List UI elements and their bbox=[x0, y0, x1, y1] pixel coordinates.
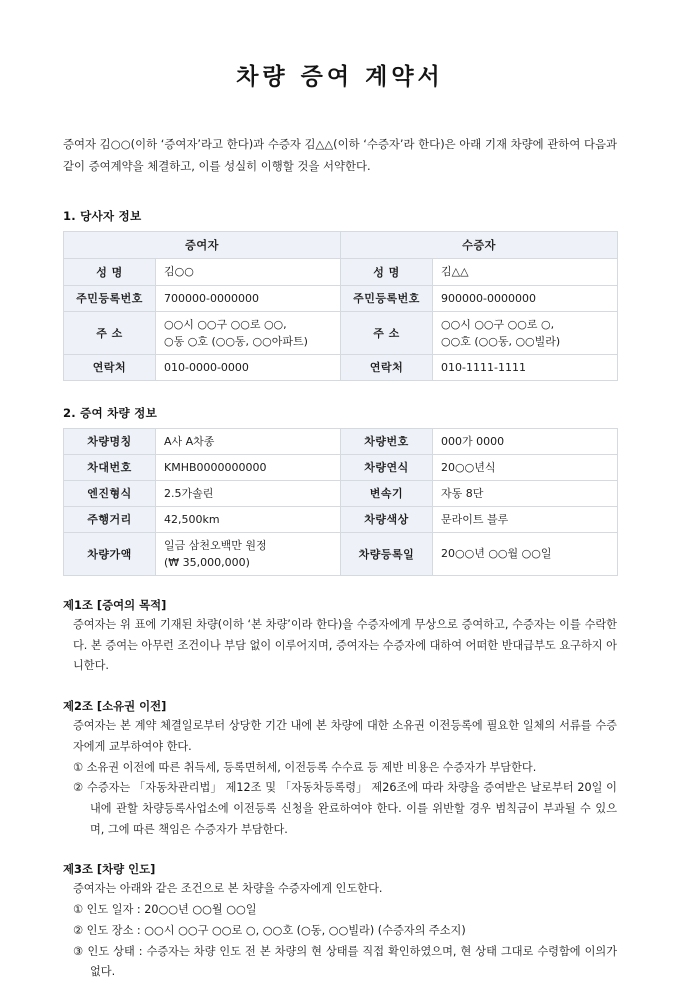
clause-number: ① bbox=[73, 903, 84, 917]
clause-number: ② bbox=[73, 923, 84, 937]
value-donee-address bbox=[433, 311, 618, 354]
label-registration-date: 차량등록일 bbox=[341, 532, 433, 575]
label-mileage: 주행거리 bbox=[64, 506, 156, 532]
value-mileage: 42,500km bbox=[156, 506, 341, 532]
label-plate-number: 차량번호 bbox=[341, 428, 433, 454]
value-donor-resident-id: 700000-0000000 bbox=[156, 285, 341, 311]
label-donee-address: 주 소 bbox=[341, 311, 433, 354]
article-3-title: 제3조 [차량 인도] bbox=[63, 862, 156, 877]
value-model-name: A사 A차종 bbox=[156, 428, 341, 454]
article-1-body: 증여자는 위 표에 기재된 차량(이하 ‘본 차량’이라 한다)을 수증자에게 무상으로 증여하고, 수증자는 이를 수락한다. 본 증여는 아무런 조건이나 부담 없이 이루어지며, 증여자는 수증자에 대하여 어떠한 반대급부도 요구하지 아니한다. bbox=[73, 617, 617, 673]
clause-number: ③ bbox=[73, 944, 84, 958]
value-donor-address bbox=[156, 311, 341, 354]
list-item bbox=[73, 921, 617, 942]
table-row bbox=[64, 232, 618, 259]
list-item bbox=[73, 778, 617, 840]
article-2 bbox=[63, 698, 617, 840]
label-donee-contact: 연락처 bbox=[341, 354, 433, 380]
label-transmission: 변속기 bbox=[341, 480, 433, 506]
label-model-year: 차량연식 bbox=[341, 454, 433, 480]
list-item bbox=[73, 900, 617, 921]
value-donee-name: 김△△ bbox=[433, 259, 618, 285]
value-engine-type: 2.5가솔린 bbox=[156, 480, 341, 506]
article-3-clause-list bbox=[63, 900, 617, 983]
article-1 bbox=[63, 597, 617, 677]
label-color: 차량색상 bbox=[341, 506, 433, 532]
donor-group-header: 증여자 bbox=[64, 232, 341, 259]
label-donee-resident-id: 주민등록번호 bbox=[341, 285, 433, 311]
label-donor-resident-id: 주민등록번호 bbox=[64, 285, 156, 311]
vehicle-info-table bbox=[63, 428, 618, 576]
table-row bbox=[64, 506, 618, 532]
list-item bbox=[73, 758, 617, 779]
table-row bbox=[64, 354, 618, 380]
article-1-title: 제1조 [증여의 목적] bbox=[63, 597, 167, 612]
clause-text: 수증자는 「자동차관리법」 제12조 및 「자동차등록령」 제26조에 따라 차량을 증여받은 날로부터 20일 이내에 관할 차량등록사업소에 이전등록 신청을 완료하여야 한다. 이를 위반할 경우 범칙금이 부과될 수 있으며, 그에 따른 책임은 수증자가 부담한다. bbox=[87, 781, 617, 836]
label-donee-name: 성 명 bbox=[341, 259, 433, 285]
value-plate-number: 000가 0000 bbox=[433, 428, 618, 454]
clause-text: 인도 상태 : 수증자는 차량 인도 전 본 차량의 현 상태를 직접 확인하였으며, 현 상태 그대로 수령함에 이의가 없다. bbox=[87, 944, 617, 979]
table-row bbox=[64, 259, 618, 285]
price-in-figures: (₩ 35,000,000) bbox=[164, 555, 250, 569]
value-donor-name: 김○○ bbox=[156, 259, 341, 285]
value-price bbox=[156, 532, 341, 575]
article-2-body: 증여자는 본 계약 체결일로부터 상당한 기간 내에 본 차량에 대한 소유권 이전등록에 필요한 일체의 서류를 수증자에게 교부하여야 한다. bbox=[73, 719, 617, 753]
value-model-year: 20○○년식 bbox=[433, 454, 618, 480]
article-2-title: 제2조 [소유권 이전] bbox=[63, 699, 167, 714]
value-vin: KMHB0000000000 bbox=[156, 454, 341, 480]
label-engine-type: 엔진형식 bbox=[64, 480, 156, 506]
value-registration-date: 20○○년 ○○월 ○○일 bbox=[433, 532, 618, 575]
article-3-body: 증여자는 아래와 같은 조건으로 본 차량을 수증자에게 인도한다. bbox=[73, 882, 383, 896]
clause-text: 소유권 이전에 따른 취득세, 등록면허세, 이전등록 수수료 등 제반 비용은 수증자가 부담한다. bbox=[86, 760, 537, 774]
article-3 bbox=[63, 861, 617, 983]
table-row bbox=[64, 532, 618, 575]
clause-text: 인도 장소 : ○○시 ○○구 ○○로 ○, ○○호 (○동, ○○빌라) (수증자의 주소지) bbox=[86, 923, 466, 937]
donee-address-line-1: ○○시 ○○구 ○○로 ○, bbox=[441, 317, 555, 331]
clause-number: ① bbox=[73, 760, 84, 774]
page-title: 차량 증여 계약서 bbox=[236, 64, 444, 90]
list-item bbox=[73, 942, 617, 983]
value-transmission: 자동 8단 bbox=[433, 480, 618, 506]
intro-paragraph: 증여자 김○○(이하 ‘증여자’라고 한다)과 수증자 김△△(이하 ‘수증자’라 한다)은 아래 기재 차량에 관하여 다음과 같이 증여계약을 체결하고, 이를 성실히 이행할 것을 서약한다. bbox=[63, 137, 617, 174]
section-heading-vehicle: 2. 증여 차량 정보 bbox=[63, 405, 157, 420]
label-donor-name: 성 명 bbox=[64, 259, 156, 285]
value-color: 문라이트 블루 bbox=[433, 506, 618, 532]
label-vin: 차대번호 bbox=[64, 454, 156, 480]
label-price: 차량가액 bbox=[64, 532, 156, 575]
article-2-clause-list bbox=[63, 758, 617, 841]
table-row bbox=[64, 428, 618, 454]
table-row bbox=[64, 480, 618, 506]
value-donee-contact: 010-1111-1111 bbox=[433, 354, 618, 380]
donor-address-line-1: ○○시 ○○구 ○○로 ○○, bbox=[164, 317, 287, 331]
value-donor-contact: 010-0000-0000 bbox=[156, 354, 341, 380]
party-info-table bbox=[63, 231, 618, 380]
table-row bbox=[64, 311, 618, 354]
section-heading-party: 1. 당사자 정보 bbox=[63, 209, 142, 224]
table-row bbox=[64, 285, 618, 311]
value-donee-resident-id: 900000-0000000 bbox=[433, 285, 618, 311]
donee-group-header: 수증자 bbox=[341, 232, 618, 259]
donee-address-line-2: ○○호 (○○동, ○○빌라) bbox=[441, 334, 561, 348]
table-row bbox=[64, 454, 618, 480]
label-donor-contact: 연락처 bbox=[64, 354, 156, 380]
clause-text: 인도 일자 : 20○○년 ○○월 ○○일 bbox=[86, 903, 257, 917]
price-in-words: 일금 삼천오백만 원정 bbox=[164, 538, 267, 552]
donor-address-line-2: ○동 ○호 (○○동, ○○아파트) bbox=[164, 334, 308, 348]
label-donor-address: 주 소 bbox=[64, 311, 156, 354]
clause-number: ② bbox=[73, 781, 84, 795]
label-model-name: 차량명칭 bbox=[64, 428, 156, 454]
